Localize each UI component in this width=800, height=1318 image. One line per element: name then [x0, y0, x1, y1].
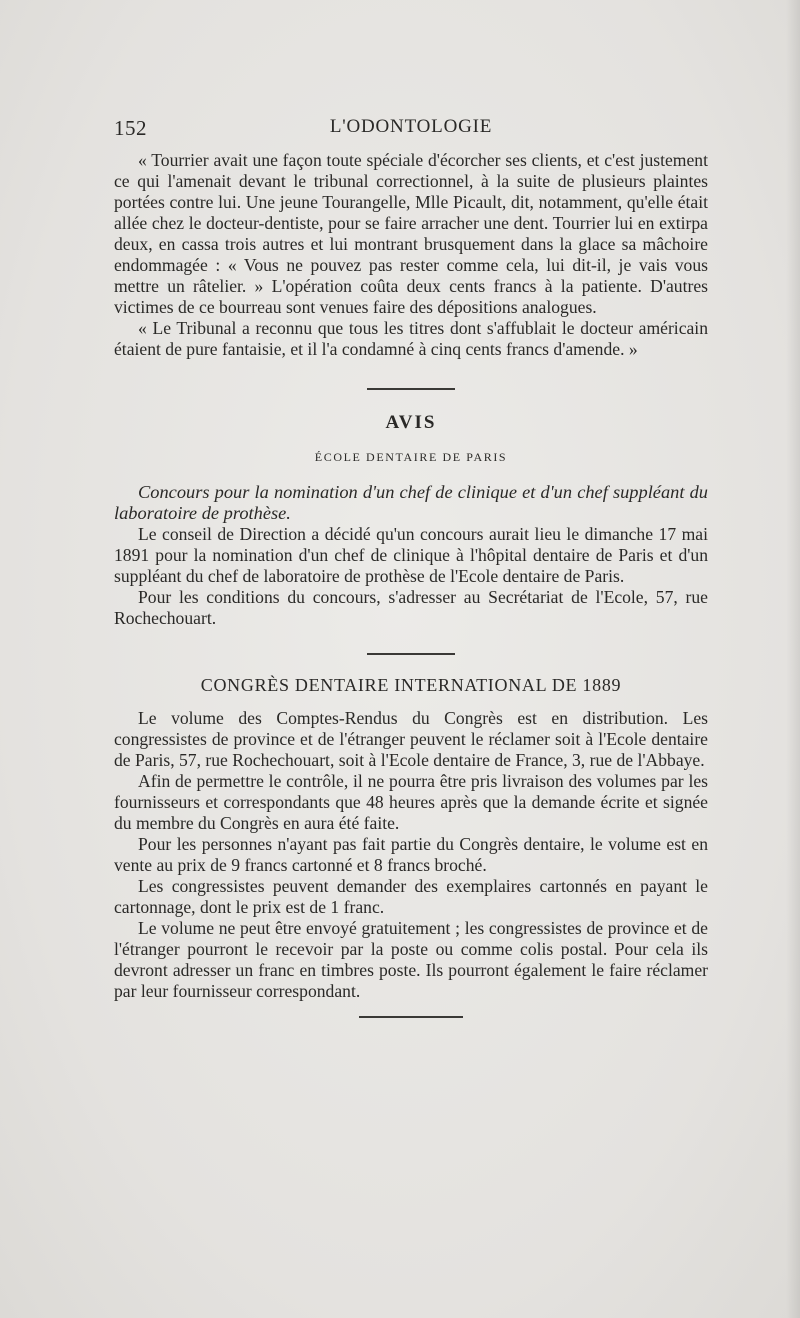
page-header: [114, 116, 708, 146]
paragraph: Les congressistes peuvent demander des exemplaires cartonnés en payant le cartonnage, dont le prix est de 1 franc.: [114, 876, 708, 917]
page-edge-shadow: [786, 0, 800, 1318]
section-divider: [367, 653, 455, 655]
paragraph: « Le Tribunal a reconnu que tous les titres dont s'affublait le docteur américain étaient de pure fantaisie, et il l'a condamné à cinq cents francs d'amende. »: [114, 318, 708, 359]
paragraph: Pour les personnes n'ayant pas fait partie du Congrès dentaire, le volume est en vente au prix de 9 francs cartonné et 8 francs broché.: [114, 834, 708, 875]
italic-heading: Concours pour la nomination d'un chef de clinique et d'un chef suppléant du laboratoire de prothèse.: [114, 482, 708, 523]
avis-section: [114, 412, 708, 629]
paragraph: Le volume des Comptes-Rendus du Congrès est en distribution. Les congressistes de province et de l'étranger peuvent le réclamer soit à l'Ecole dentaire de Paris, 57, rue Rochechouart, soit à l'Ecole dentaire de France, 3, rue de l'Abbaye.: [114, 708, 708, 770]
section-heading: CONGRÈS DENTAIRE INTERNATIONAL DE 1889: [200, 675, 622, 695]
paragraph: Le conseil de Direction a décidé qu'un concours aurait lieu le dimanche 17 mai 1891 pour la nomination d'un chef de clinique à l'hôpital dentaire de Paris et d'un suppléant du chef de laboratoire de prothèse de l'Ecole dentaire de Paris.: [114, 524, 708, 586]
congres-section: [114, 675, 708, 1002]
paragraph: « Tourrier avait une façon toute spéciale d'écorcher ses clients, et c'est justement ce qui l'amenait devant le tribunal correctionnel, à la suite de plusieurs plaintes portées contre lui. Une jeune Tourangelle, Mlle Picault, dit, notamment, qu'elle était allée chez le docteur-dentiste, pour se faire arracher une dent. Tourrier lui en extirpa deux, en cassa trois autres et lui montrant brusquement dans la glace sa mâchoire endommagée : « Vous ne pouvez pas rester comme cela, lui dit-il, je vais vous mettre un râtelier. » L'opération coûta deux cents francs à la patiente. D'autres victimes de ce bourreau sont venues faire des dépositions analogues.: [114, 150, 708, 317]
page-number: 152: [114, 116, 147, 140]
section-subheading: ÉCOLE DENTAIRE DE PARIS: [314, 450, 508, 464]
article-continuation: [114, 150, 708, 360]
section-divider: [367, 388, 455, 390]
paragraph: Le volume ne peut être envoyé gratuitement ; les congressistes de province et de l'étranger pourront le recevoir par la poste ou comme colis postal. Pour cela ils devront adresser un franc en timbres poste. Ils pourront également le faire réclamer par leur fournisseur correspondant.: [114, 918, 708, 1001]
running-title: L'ODONTOLOGIE: [329, 116, 493, 137]
page-content: [114, 150, 708, 1018]
section-heading: AVIS: [385, 412, 437, 433]
paragraph: Afin de permettre le contrôle, il ne pourra être pris livraison des volumes par les fournisseurs et correspondants que 48 heures après que la demande écrite et signée du membre du Congrès en aura été faite.: [114, 771, 708, 833]
paragraph: Pour les conditions du concours, s'adresser au Secrétariat de l'Ecole, 57, rue Rochechouart.: [114, 587, 708, 628]
end-divider: [359, 1016, 463, 1018]
